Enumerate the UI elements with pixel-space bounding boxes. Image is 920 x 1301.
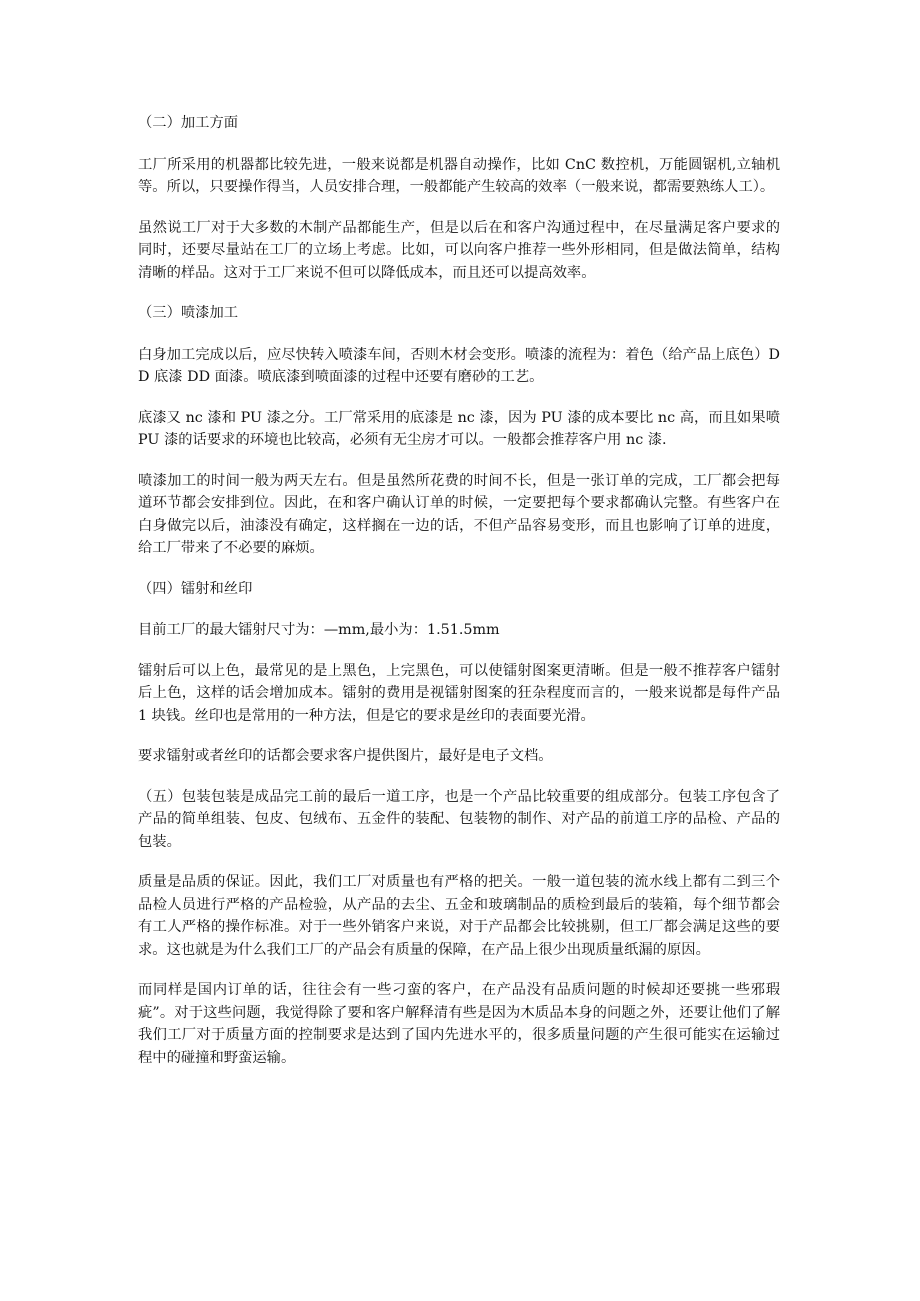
paragraph-machines: 工厂所采用的机器都比较先进，一般来说都是机器自动操作，比如 CnC 数控机，万能圆锯机,立轴机等。所以，只要操作得当，人员安排合理，一般都能产生较高的效率（一般来说，都需要熟练人工）。 [138,156,780,195]
paragraph-primer-types: 底漆又 nc 漆和 PU 漆之分。工厂常采用的底漆是 nc 漆，因为 PU 漆的成本要比 nc 高，而且如果喷 PU 漆的话要求的环境也比较高，必须有无尘房才可以。一般都会推荐客户用 nc 漆. [138,409,780,448]
paragraph-artwork-request: 要求镭射或者丝印的话都会要求客户提供图片，最好是电子文档。 [138,748,553,764]
document-body [138,112,780,1087]
paragraph-quality: 质量是品质的保证。因此，我们工厂对质量也有严格的把关。一般一道包装的流水线上都有二到三个品检人员进行严格的产品检验，从产品的去尘、五金和玻璃制品的质检到最后的装箱，每个细节都会有工人严格的操作标准。对于一些外销客户来说，对于产品都会比较挑剔，但工厂都会满足这些的要求。这也就是为什么我们工厂的产品会有质量的保障，在产品上很少出现质量纸漏的原因。 [138,874,780,958]
paragraph-painting-time: 喷漆加工的时间一般为两天左右。但是虽然所花费的时间不长，但是一张订单的完成，工厂都会把每道环节都会安排到位。因此，在和客户确认订单的时候，一定要把每个要求都确认完整。有些客户在白身做完以后，油漆没有确定，这样搁在一边的话，不但产品容易变形，而且也影响了订单的进度，给工厂带来了不必要的麻烦。 [138,472,780,556]
paragraph-painting-process: 白身加工完成以后，应尽快转入喷漆车间，否则木材会变形。喷漆的流程为：着色（给产品上底色）DD 底漆 DD 面漆。喷底漆到喷面漆的过程中还要有磨砂的工艺。 [138,346,780,385]
paragraph-customer-communication: 虽然说工厂对于大多数的木制产品都能生产，但是以后在和客户沟通过程中，在尽量满足客户要求的同时，还要尽量站在工厂的立场上考虑。比如，可以向客户推荐一些外形相同，但是做法简单，结构清晰的样品。这对于工厂来说不但可以降低成本，而且还可以提高效率。 [138,219,780,281]
paragraph-laser-size: 目前工厂的最大镭射尺寸为：—mm,最小为：1.51.5mm [138,622,500,638]
paragraph-packaging: （五）包装包装是成品完工前的最后一道工序，也是一个产品比较重要的组成部分。包装工序包含了产品的简单组装、包皮、包绒布、五金件的装配、包装物的制作、对产品的前道工序的品检、产品的包装。 [138,788,780,850]
section-heading-laser-silkscreen: （四）镭射和丝印 [138,580,253,597]
paragraph-laser-coloring: 镭射后可以上色，最常见的是上黑色，上完黑色，可以使镭射图案更清晰。但是一般不推荐客户镭射后上色，这样的话会增加成本。镭射的费用是视镭射图案的狂杂程度而言的，一般来说都是每件产品 1 块钱。丝印也是常用的一种方法，但是它的要求是丝印的表面要光滑。 [138,662,780,724]
paragraph-domestic-orders: 而同样是国内订单的话，往往会有一些刁蛮的客户，在产品没有品质问题的时候却还要挑一些邪瑕疵”。对于这些问题，我觉得除了要和客户解释清有些是因为木质品本身的问题之外，还要让他们了解我们工厂对于质量方面的控制要求是达到了国内先进水平的，很多质量问题的产生很可能实在运输过程中的碰撞和野蛮运输。 [138,982,780,1066]
section-heading-processing: （二）加工方面 [138,115,239,131]
section-heading-painting: （三）喷漆加工 [138,305,239,321]
